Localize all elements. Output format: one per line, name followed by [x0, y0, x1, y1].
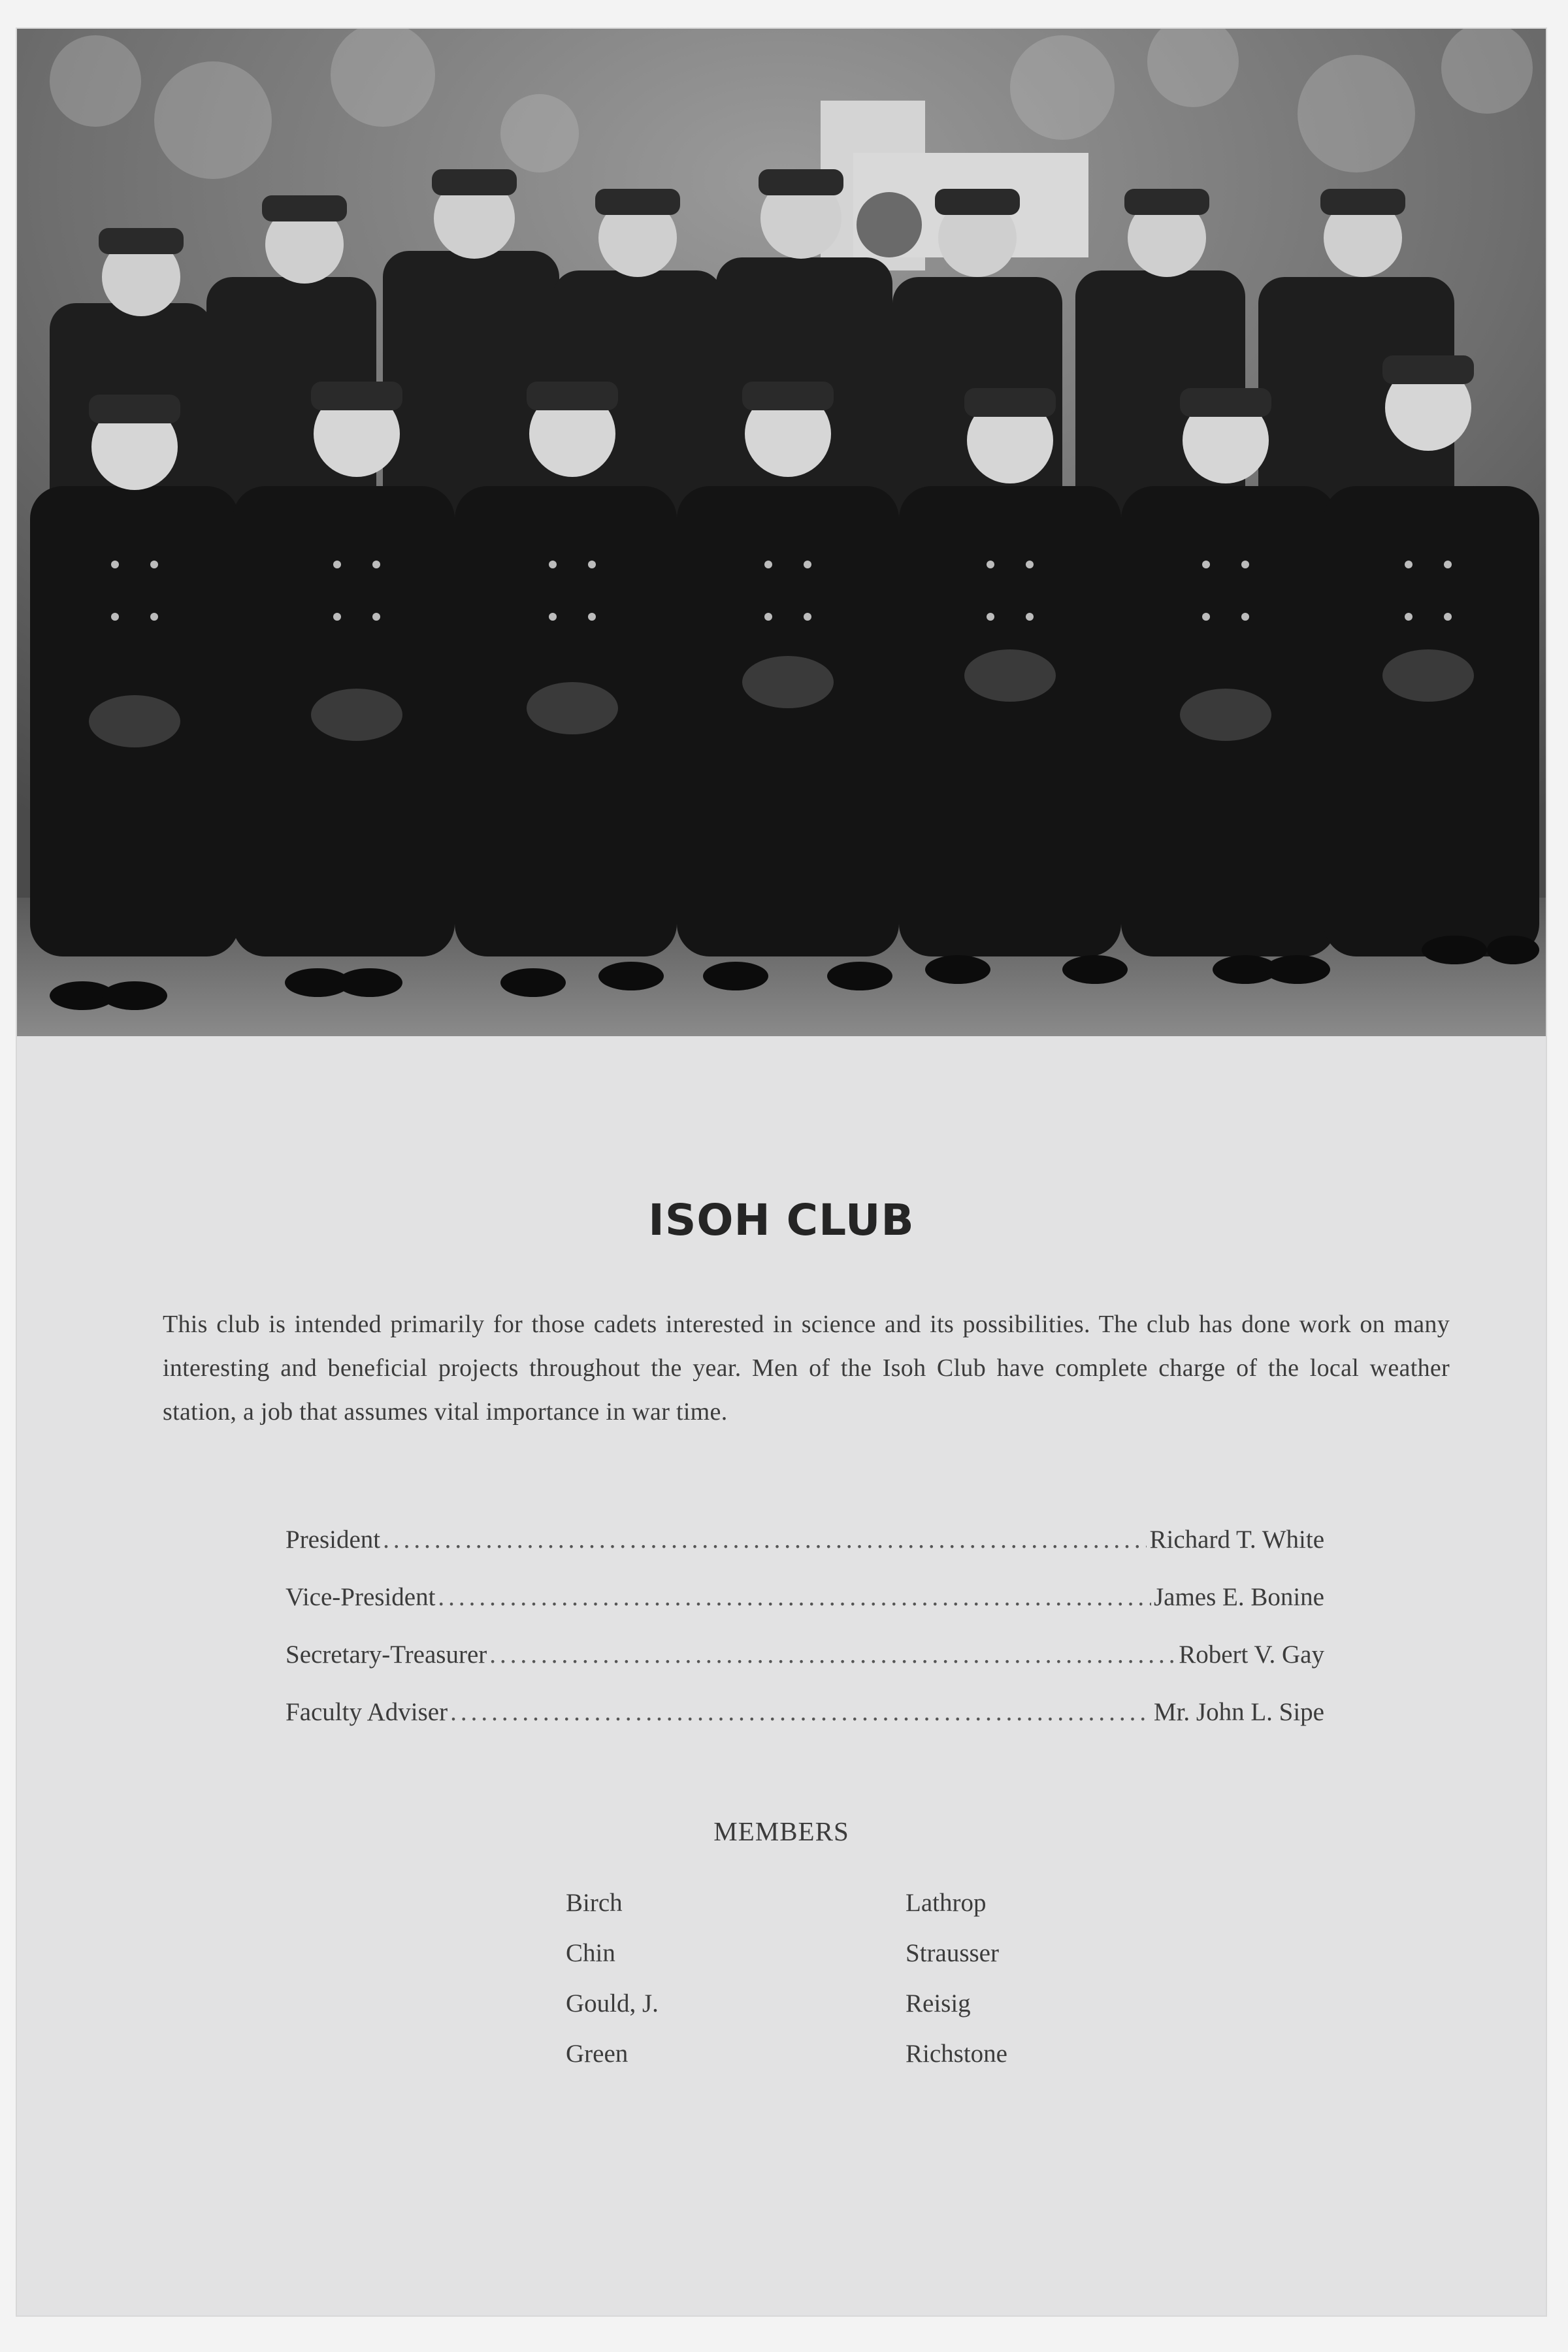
officer-role: President [286, 1526, 381, 1554]
member-name: Lathrop [906, 1889, 987, 1917]
member-name: Green [566, 2040, 629, 2068]
officer-name: James E. Bonine [1153, 1583, 1324, 1611]
officer-name: Mr. John L. Sipe [1153, 1698, 1324, 1726]
member-name: Chin [566, 1939, 615, 1967]
club-description: This club is intended primarily for those cadets interested in science and its possibilities. The club has done work on many interesting and beneficial projects throughout the year. Men of the Isoh Club have complete charge of the local weather station, a job that assumes vital importance in war time. [163, 1311, 1450, 1426]
yearbook-page [17, 29, 1546, 2315]
officer-role: Secretary-Treasurer [286, 1641, 487, 1669]
member-name: Gould, J. [566, 1989, 659, 2017]
leader-dots [438, 1582, 1151, 1612]
group-photograph [17, 29, 1546, 1036]
member-name: Reisig [906, 1989, 971, 2017]
member-name: Strausser [906, 1939, 999, 1967]
officers-list [286, 1525, 1324, 1755]
leader-dots [450, 1697, 1151, 1727]
officer-name: Richard T. White [1149, 1526, 1324, 1554]
officer-role: Vice-President [286, 1583, 436, 1611]
officer-row [286, 1697, 1324, 1755]
officer-name: Robert V. Gay [1179, 1641, 1324, 1669]
members-list [566, 1878, 1088, 2079]
member-name: Birch [566, 1889, 623, 1917]
member-name: Richstone [906, 2040, 1007, 2068]
page-title: ISOH CLUB [648, 1195, 915, 1245]
officer-row [286, 1525, 1324, 1582]
members-heading: MEMBERS [713, 1816, 849, 1846]
officer-row [286, 1640, 1324, 1697]
officer-role: Faculty Adviser [286, 1698, 448, 1726]
leader-dots [489, 1640, 1176, 1669]
leader-dots [383, 1525, 1147, 1554]
officer-row [286, 1582, 1324, 1640]
